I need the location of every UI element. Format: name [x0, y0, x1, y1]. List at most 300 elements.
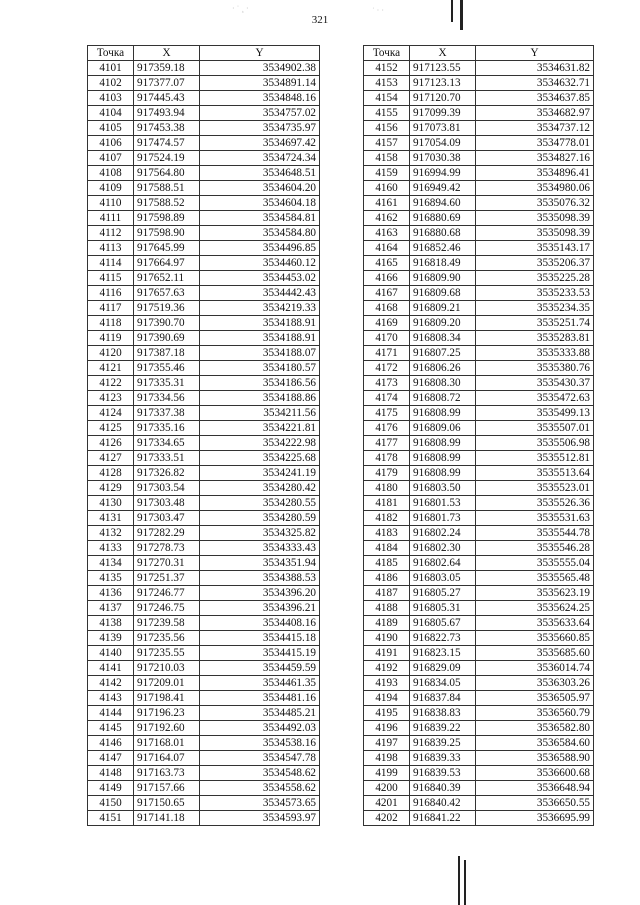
x-coordinate-cell: 917030.38: [410, 151, 476, 166]
table-row: [364, 691, 594, 706]
point-number-cell: 4201: [364, 796, 410, 811]
point-number-cell: 4143: [88, 691, 134, 706]
point-number-cell: 4158: [364, 151, 410, 166]
x-coordinate-cell: 916807.25: [410, 346, 476, 361]
header-x: X: [410, 46, 476, 61]
point-number-cell: 4103: [88, 91, 134, 106]
table-row: [88, 556, 320, 571]
x-coordinate-cell: 917333.51: [134, 451, 200, 466]
x-coordinate-cell: 917453.38: [134, 121, 200, 136]
x-coordinate-cell: 917334.56: [134, 391, 200, 406]
y-coordinate-cell: 3534188.91: [200, 331, 320, 346]
y-coordinate-cell: 3534584.81: [200, 211, 320, 226]
y-coordinate-cell: 3534333.43: [200, 541, 320, 556]
x-coordinate-cell: 917120.70: [410, 91, 476, 106]
x-coordinate-cell: 916808.99: [410, 406, 476, 421]
point-number-cell: 4191: [364, 646, 410, 661]
point-number-cell: 4102: [88, 76, 134, 91]
x-coordinate-cell: 917355.46: [134, 361, 200, 376]
point-number-cell: 4187: [364, 586, 410, 601]
point-number-cell: 4137: [88, 601, 134, 616]
x-coordinate-cell: 916803.50: [410, 481, 476, 496]
y-coordinate-cell: 3534461.35: [200, 676, 320, 691]
point-number-cell: 4108: [88, 166, 134, 181]
point-number-cell: 4168: [364, 301, 410, 316]
x-coordinate-cell: 917335.16: [134, 421, 200, 436]
point-number-cell: 4122: [88, 376, 134, 391]
x-coordinate-cell: 917326.82: [134, 466, 200, 481]
y-coordinate-cell: 3536695.99: [476, 811, 594, 826]
y-coordinate-cell: 3535283.81: [476, 331, 594, 346]
y-coordinate-cell: 3534697.42: [200, 136, 320, 151]
x-coordinate-cell: 916838.83: [410, 706, 476, 721]
x-coordinate-cell: 917123.55: [410, 61, 476, 76]
y-coordinate-cell: 3534280.42: [200, 481, 320, 496]
table-row: [364, 751, 594, 766]
x-coordinate-cell: 917334.65: [134, 436, 200, 451]
point-number-cell: 4163: [364, 226, 410, 241]
x-coordinate-cell: 916808.30: [410, 376, 476, 391]
table-row: [364, 646, 594, 661]
y-coordinate-cell: 3534219.33: [200, 301, 320, 316]
point-number-cell: 4190: [364, 631, 410, 646]
table-row: [364, 166, 594, 181]
y-coordinate-cell: 3535513.64: [476, 466, 594, 481]
x-coordinate-cell: 917588.52: [134, 196, 200, 211]
y-coordinate-cell: 3535472.63: [476, 391, 594, 406]
point-number-cell: 4150: [88, 796, 134, 811]
table-row: [88, 691, 320, 706]
table-row: [364, 406, 594, 421]
point-number-cell: 4132: [88, 526, 134, 541]
point-number-cell: 4193: [364, 676, 410, 691]
table-row: [88, 511, 320, 526]
coordinates-table-right: [363, 45, 594, 826]
x-coordinate-cell: 917598.89: [134, 211, 200, 226]
y-coordinate-cell: 3534396.21: [200, 601, 320, 616]
table-row: [88, 301, 320, 316]
table-row: [364, 376, 594, 391]
header-point: Точка: [364, 46, 410, 61]
point-number-cell: 4134: [88, 556, 134, 571]
x-coordinate-cell: 916806.26: [410, 361, 476, 376]
point-number-cell: 4123: [88, 391, 134, 406]
table-row: [88, 226, 320, 241]
x-coordinate-cell: 917657.63: [134, 286, 200, 301]
x-coordinate-cell: 916852.46: [410, 241, 476, 256]
y-coordinate-cell: 3534737.12: [476, 121, 594, 136]
point-number-cell: 4124: [88, 406, 134, 421]
point-number-cell: 4101: [88, 61, 134, 76]
table-row: [364, 256, 594, 271]
y-coordinate-cell: 3536303.26: [476, 676, 594, 691]
table-row: [88, 136, 320, 151]
table-row: [88, 331, 320, 346]
header-x: X: [134, 46, 200, 61]
x-coordinate-cell: 917598.90: [134, 226, 200, 241]
table-row: [88, 766, 320, 781]
y-coordinate-cell: 3534453.02: [200, 271, 320, 286]
header-y: Y: [476, 46, 594, 61]
table-row: [364, 811, 594, 826]
point-number-cell: 4197: [364, 736, 410, 751]
y-coordinate-cell: 3534415.19: [200, 646, 320, 661]
x-coordinate-cell: 916808.99: [410, 451, 476, 466]
y-coordinate-cell: 3534980.06: [476, 181, 594, 196]
table-header-row: [88, 46, 320, 61]
table-row: [364, 466, 594, 481]
y-coordinate-cell: 3534778.01: [476, 136, 594, 151]
table-row: [364, 286, 594, 301]
y-coordinate-cell: 3534584.80: [200, 226, 320, 241]
x-coordinate-cell: 917150.65: [134, 796, 200, 811]
table-row: [364, 106, 594, 121]
y-coordinate-cell: 3534757.02: [200, 106, 320, 121]
table-row: [88, 706, 320, 721]
header-y: Y: [200, 46, 320, 61]
x-coordinate-cell: 916803.05: [410, 571, 476, 586]
table-row: [364, 91, 594, 106]
point-number-cell: 4200: [364, 781, 410, 796]
y-coordinate-cell: 3535507.01: [476, 421, 594, 436]
point-number-cell: 4116: [88, 286, 134, 301]
point-number-cell: 4180: [364, 481, 410, 496]
point-number-cell: 4113: [88, 241, 134, 256]
point-number-cell: 4192: [364, 661, 410, 676]
table-row: [88, 61, 320, 76]
y-coordinate-cell: 3534891.14: [200, 76, 320, 91]
table-row: [364, 421, 594, 436]
y-coordinate-cell: 3534492.03: [200, 721, 320, 736]
table-row: [364, 556, 594, 571]
y-coordinate-cell: 3535206.37: [476, 256, 594, 271]
point-number-cell: 4151: [88, 811, 134, 826]
y-coordinate-cell: 3536014.74: [476, 661, 594, 676]
point-number-cell: 4202: [364, 811, 410, 826]
table-row: [88, 781, 320, 796]
x-coordinate-cell: 916829.09: [410, 661, 476, 676]
y-coordinate-cell: 3534188.91: [200, 316, 320, 331]
table-row: [364, 721, 594, 736]
point-number-cell: 4109: [88, 181, 134, 196]
x-coordinate-cell: 917054.09: [410, 136, 476, 151]
point-number-cell: 4121: [88, 361, 134, 376]
point-number-cell: 4164: [364, 241, 410, 256]
table-row: [364, 346, 594, 361]
point-number-cell: 4195: [364, 706, 410, 721]
x-coordinate-cell: 916841.22: [410, 811, 476, 826]
x-coordinate-cell: 917493.94: [134, 106, 200, 121]
point-number-cell: 4165: [364, 256, 410, 271]
y-coordinate-cell: 3534415.18: [200, 631, 320, 646]
point-number-cell: 4174: [364, 391, 410, 406]
x-coordinate-cell: 916802.30: [410, 541, 476, 556]
x-coordinate-cell: 916840.42: [410, 796, 476, 811]
table-row: [88, 421, 320, 436]
x-coordinate-cell: 917588.51: [134, 181, 200, 196]
table-row: [88, 616, 320, 631]
scan-artifact-top-left: · ˙ ¸ ·: [232, 4, 249, 13]
x-coordinate-cell: 917141.18: [134, 811, 200, 826]
y-coordinate-cell: 3535098.39: [476, 211, 594, 226]
point-number-cell: 4130: [88, 496, 134, 511]
table-row: [364, 241, 594, 256]
table-row: [364, 796, 594, 811]
x-coordinate-cell: 916994.99: [410, 166, 476, 181]
x-coordinate-cell: 917652.11: [134, 271, 200, 286]
y-coordinate-cell: 3534573.65: [200, 796, 320, 811]
point-number-cell: 4129: [88, 481, 134, 496]
y-coordinate-cell: 3536588.90: [476, 751, 594, 766]
y-coordinate-cell: 3535333.88: [476, 346, 594, 361]
table-row: [364, 436, 594, 451]
point-number-cell: 4157: [364, 136, 410, 151]
table-row: [88, 151, 320, 166]
table-row: [88, 811, 320, 826]
table-row: [364, 76, 594, 91]
point-number-cell: 4114: [88, 256, 134, 271]
y-coordinate-cell: 3534481.16: [200, 691, 320, 706]
x-coordinate-cell: 917235.55: [134, 646, 200, 661]
point-number-cell: 4128: [88, 466, 134, 481]
point-number-cell: 4153: [364, 76, 410, 91]
table-row: [364, 571, 594, 586]
table-row: [364, 331, 594, 346]
point-number-cell: 4179: [364, 466, 410, 481]
y-coordinate-cell: 3535076.32: [476, 196, 594, 211]
table-row: [88, 106, 320, 121]
x-coordinate-cell: 916818.49: [410, 256, 476, 271]
table-row: [88, 181, 320, 196]
x-coordinate-cell: 917564.80: [134, 166, 200, 181]
point-number-cell: 4189: [364, 616, 410, 631]
x-coordinate-cell: 917209.01: [134, 676, 200, 691]
x-coordinate-cell: 917335.31: [134, 376, 200, 391]
table-row: [364, 631, 594, 646]
y-coordinate-cell: 3534186.56: [200, 376, 320, 391]
header-point: Точка: [88, 46, 134, 61]
x-coordinate-cell: 916839.25: [410, 736, 476, 751]
table-row: [364, 736, 594, 751]
point-number-cell: 4115: [88, 271, 134, 286]
y-coordinate-cell: 3534735.97: [200, 121, 320, 136]
y-coordinate-cell: 3534188.86: [200, 391, 320, 406]
table-row: [88, 586, 320, 601]
x-coordinate-cell: 916805.31: [410, 601, 476, 616]
point-number-cell: 4188: [364, 601, 410, 616]
table-row: [88, 256, 320, 271]
x-coordinate-cell: 917073.81: [410, 121, 476, 136]
y-coordinate-cell: 3535225.28: [476, 271, 594, 286]
table-row: [88, 211, 320, 226]
y-coordinate-cell: 3534593.97: [200, 811, 320, 826]
point-number-cell: 4138: [88, 616, 134, 631]
table-row: [88, 601, 320, 616]
table-row: [364, 121, 594, 136]
x-coordinate-cell: 916809.68: [410, 286, 476, 301]
y-coordinate-cell: 3535430.37: [476, 376, 594, 391]
y-coordinate-cell: 3535499.13: [476, 406, 594, 421]
y-coordinate-cell: 3534442.43: [200, 286, 320, 301]
x-coordinate-cell: 916801.73: [410, 511, 476, 526]
coordinates-table-right-body: [364, 61, 594, 826]
table-row: [88, 121, 320, 136]
y-coordinate-cell: 3534241.19: [200, 466, 320, 481]
y-coordinate-cell: 3534631.82: [476, 61, 594, 76]
x-coordinate-cell: 917282.29: [134, 526, 200, 541]
table-row: [88, 346, 320, 361]
y-coordinate-cell: 3534460.12: [200, 256, 320, 271]
x-coordinate-cell: 917246.75: [134, 601, 200, 616]
table-row: [364, 316, 594, 331]
table-row: [88, 661, 320, 676]
binding-mark-top: [451, 0, 453, 22]
table-row: [364, 361, 594, 376]
y-coordinate-cell: 3534225.68: [200, 451, 320, 466]
table-row: [364, 541, 594, 556]
table-row: [364, 196, 594, 211]
point-number-cell: 4173: [364, 376, 410, 391]
table-row: [364, 301, 594, 316]
table-row: [88, 631, 320, 646]
y-coordinate-cell: 3534351.94: [200, 556, 320, 571]
binding-mark-bottom: [458, 856, 460, 905]
table-row: [88, 376, 320, 391]
table-row: [364, 61, 594, 76]
point-number-cell: 4178: [364, 451, 410, 466]
table-row: [364, 526, 594, 541]
y-coordinate-cell: 3535555.04: [476, 556, 594, 571]
point-number-cell: 4185: [364, 556, 410, 571]
y-coordinate-cell: 3534604.18: [200, 196, 320, 211]
point-number-cell: 4181: [364, 496, 410, 511]
x-coordinate-cell: 917239.58: [134, 616, 200, 631]
x-coordinate-cell: 917099.39: [410, 106, 476, 121]
y-coordinate-cell: 3534682.97: [476, 106, 594, 121]
table-row: [88, 751, 320, 766]
y-coordinate-cell: 3534222.98: [200, 436, 320, 451]
x-coordinate-cell: 917198.41: [134, 691, 200, 706]
y-coordinate-cell: 3534637.85: [476, 91, 594, 106]
y-coordinate-cell: 3535633.64: [476, 616, 594, 631]
x-coordinate-cell: 917445.43: [134, 91, 200, 106]
table-row: [88, 541, 320, 556]
point-number-cell: 4118: [88, 316, 134, 331]
point-number-cell: 4199: [364, 766, 410, 781]
table-row: [88, 196, 320, 211]
x-coordinate-cell: 917664.97: [134, 256, 200, 271]
x-coordinate-cell: 916834.05: [410, 676, 476, 691]
point-number-cell: 4104: [88, 106, 134, 121]
x-coordinate-cell: 917168.01: [134, 736, 200, 751]
point-number-cell: 4120: [88, 346, 134, 361]
table-row: [364, 601, 594, 616]
x-coordinate-cell: 916823.15: [410, 646, 476, 661]
point-number-cell: 4139: [88, 631, 134, 646]
x-coordinate-cell: 917359.18: [134, 61, 200, 76]
y-coordinate-cell: 3535098.39: [476, 226, 594, 241]
y-coordinate-cell: 3535251.74: [476, 316, 594, 331]
point-number-cell: 4144: [88, 706, 134, 721]
y-coordinate-cell: 3536505.97: [476, 691, 594, 706]
table-row: [88, 166, 320, 181]
x-coordinate-cell: 917377.07: [134, 76, 200, 91]
point-number-cell: 4136: [88, 586, 134, 601]
x-coordinate-cell: 917251.37: [134, 571, 200, 586]
x-coordinate-cell: 916805.27: [410, 586, 476, 601]
point-number-cell: 4167: [364, 286, 410, 301]
y-coordinate-cell: 3534408.16: [200, 616, 320, 631]
y-coordinate-cell: 3534325.82: [200, 526, 320, 541]
y-coordinate-cell: 3536560.79: [476, 706, 594, 721]
point-number-cell: 4183: [364, 526, 410, 541]
point-number-cell: 4155: [364, 106, 410, 121]
y-coordinate-cell: 3534548.62: [200, 766, 320, 781]
table-row: [88, 391, 320, 406]
table-row: [364, 511, 594, 526]
point-number-cell: 4160: [364, 181, 410, 196]
table-row: [364, 586, 594, 601]
table-row: [364, 766, 594, 781]
point-number-cell: 4194: [364, 691, 410, 706]
table-row: [88, 466, 320, 481]
x-coordinate-cell: 916809.21: [410, 301, 476, 316]
table-row: [88, 676, 320, 691]
y-coordinate-cell: 3535544.78: [476, 526, 594, 541]
x-coordinate-cell: 917192.60: [134, 721, 200, 736]
table-row: [364, 616, 594, 631]
point-number-cell: 4154: [364, 91, 410, 106]
x-coordinate-cell: 916809.06: [410, 421, 476, 436]
table-row: [88, 796, 320, 811]
x-coordinate-cell: 917157.66: [134, 781, 200, 796]
y-coordinate-cell: 3534221.81: [200, 421, 320, 436]
y-coordinate-cell: 3535506.98: [476, 436, 594, 451]
y-coordinate-cell: 3534827.16: [476, 151, 594, 166]
binding-mark-bottom-2: [464, 860, 466, 905]
point-number-cell: 4186: [364, 571, 410, 586]
y-coordinate-cell: 3536650.55: [476, 796, 594, 811]
table-row: [88, 496, 320, 511]
table-row: [88, 436, 320, 451]
point-number-cell: 4172: [364, 361, 410, 376]
point-number-cell: 4198: [364, 751, 410, 766]
point-number-cell: 4161: [364, 196, 410, 211]
y-coordinate-cell: 3535660.85: [476, 631, 594, 646]
point-number-cell: 4146: [88, 736, 134, 751]
x-coordinate-cell: 916949.42: [410, 181, 476, 196]
point-number-cell: 4156: [364, 121, 410, 136]
point-number-cell: 4182: [364, 511, 410, 526]
x-coordinate-cell: 917387.18: [134, 346, 200, 361]
y-coordinate-cell: 3534896.41: [476, 166, 594, 181]
point-number-cell: 4135: [88, 571, 134, 586]
y-coordinate-cell: 3535380.76: [476, 361, 594, 376]
x-coordinate-cell: 917196.23: [134, 706, 200, 721]
point-number-cell: 4107: [88, 151, 134, 166]
x-coordinate-cell: 917303.48: [134, 496, 200, 511]
x-coordinate-cell: 917390.69: [134, 331, 200, 346]
point-number-cell: 4111: [88, 211, 134, 226]
point-number-cell: 4140: [88, 646, 134, 661]
x-coordinate-cell: 917645.99: [134, 241, 200, 256]
y-coordinate-cell: 3534459.59: [200, 661, 320, 676]
x-coordinate-cell: 916822.73: [410, 631, 476, 646]
y-coordinate-cell: 3535234.35: [476, 301, 594, 316]
point-number-cell: 4142: [88, 676, 134, 691]
table-row: [364, 706, 594, 721]
point-number-cell: 4117: [88, 301, 134, 316]
